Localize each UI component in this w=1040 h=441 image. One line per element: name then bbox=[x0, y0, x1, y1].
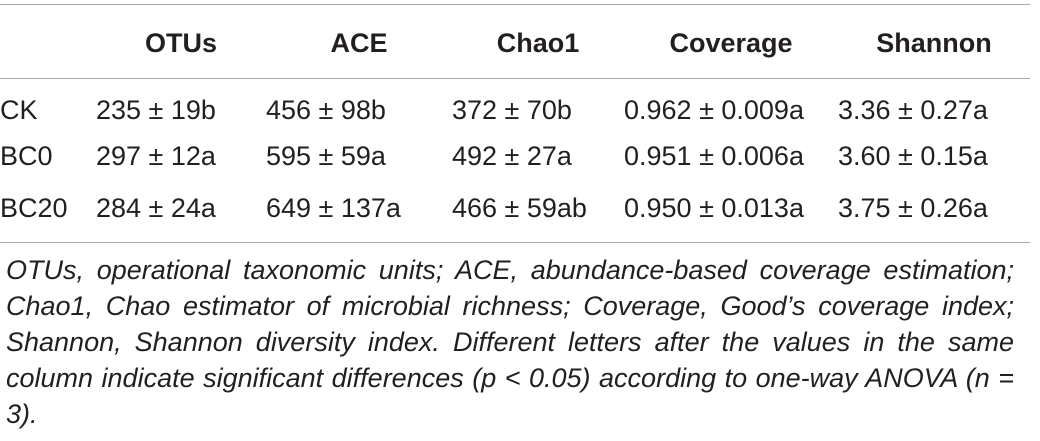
cell-ace: 649 ± 137a bbox=[266, 192, 401, 223]
cell-ace: 456 ± 98b bbox=[266, 94, 386, 125]
cell-chao1: 466 ± 59ab bbox=[452, 192, 587, 223]
cell-chao1: 492 ± 27a bbox=[452, 140, 572, 171]
table-footnote: OTUs, operational taxonomic units; ACE, abundance-based coverage estimation; Chao1, Chao estimator of microbial richness; Coverage, Good’s coverage index; Shannon, Shannon diversity index. Different letters after the values in the same column indicate significant differences (p < 0.05) according to one-way ANOVA (n = 3). bbox=[6, 255, 1014, 429]
row-label: BC0 bbox=[0, 140, 53, 171]
table-row bbox=[0, 78, 1030, 130]
column-header-treatment bbox=[0, 8, 96, 78]
cell-shannon: 3.60 ± 0.15a bbox=[838, 140, 988, 171]
bottom-rule bbox=[0, 242, 1030, 243]
cell-ace: 595 ± 59a bbox=[266, 140, 386, 171]
diversity-table bbox=[0, 8, 1030, 234]
cell-otus: 235 ± 19b bbox=[96, 94, 216, 125]
cell-coverage: 0.951 ± 0.006a bbox=[624, 140, 804, 171]
row-label: BC20 bbox=[0, 192, 68, 223]
cell-coverage: 0.962 ± 0.009a bbox=[624, 94, 804, 125]
top-rule bbox=[0, 4, 1030, 5]
table-row bbox=[0, 130, 1030, 182]
column-header-chao1: Chao1 bbox=[496, 27, 580, 58]
cell-otus: 284 ± 24a bbox=[96, 192, 216, 223]
cell-chao1: 372 ± 70b bbox=[452, 94, 572, 125]
cell-coverage: 0.950 ± 0.013a bbox=[624, 192, 804, 223]
row-label: CK bbox=[0, 94, 38, 125]
table-header-row bbox=[0, 8, 1030, 78]
table-row bbox=[0, 182, 1030, 234]
cell-shannon: 3.75 ± 0.26a bbox=[838, 192, 988, 223]
cell-otus: 297 ± 12a bbox=[96, 140, 216, 171]
column-header-coverage: Coverage bbox=[669, 27, 793, 58]
column-header-ace: ACE bbox=[330, 27, 388, 58]
column-header-shannon: Shannon bbox=[876, 27, 992, 58]
column-header-otus: OTUs bbox=[144, 27, 217, 58]
cell-shannon: 3.36 ± 0.27a bbox=[838, 94, 988, 125]
